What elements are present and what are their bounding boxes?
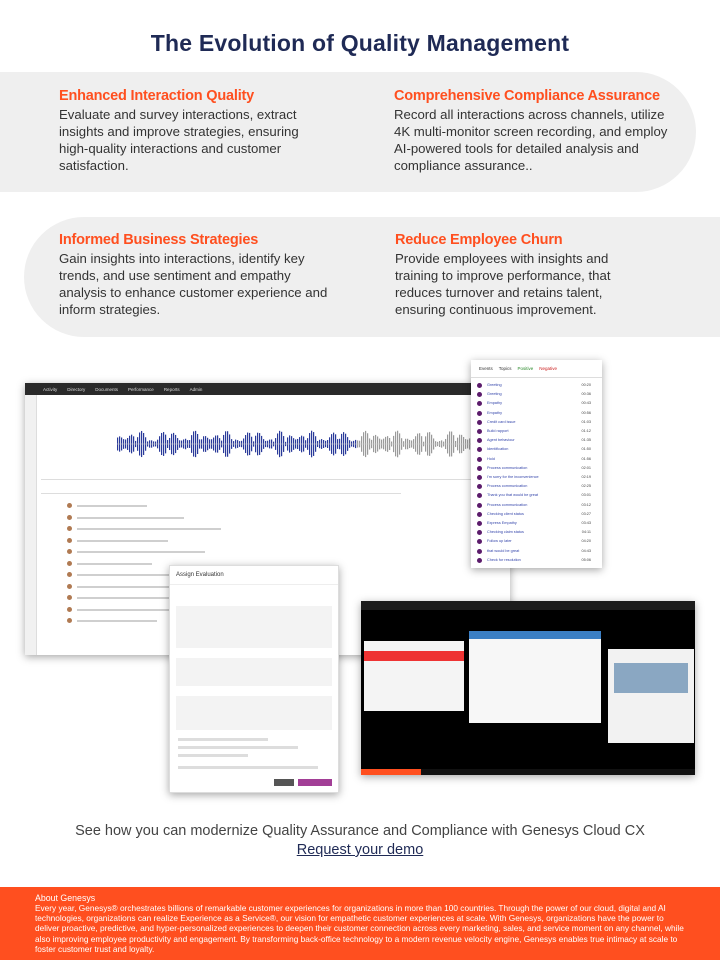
footer-heading: About Genesys	[35, 893, 96, 903]
event-row[interactable]	[477, 428, 597, 436]
feature-body: Gain insights into interactions, identify key trends, and use sentiment and empathy analysis to enhance customer experience and inform strategies.	[59, 251, 328, 317]
product-screenshot-collage	[0, 355, 720, 800]
event-icon	[477, 475, 482, 480]
event-row[interactable]	[477, 557, 597, 565]
event-row[interactable]	[477, 529, 597, 537]
feature-reduce-employee-churn	[395, 232, 655, 318]
event-row[interactable]	[477, 382, 597, 390]
feature-enhanced-interaction-quality	[59, 88, 329, 174]
event-time: 01:56	[581, 456, 591, 461]
speaker-avatar	[67, 572, 72, 577]
audio-waveform	[117, 415, 495, 473]
nav-item: Documents	[95, 386, 119, 392]
event-label: that would be great	[487, 548, 520, 553]
event-icon	[477, 493, 482, 498]
nav-item: Admin	[189, 386, 203, 392]
event-row[interactable]	[477, 419, 597, 427]
event-time: 04:43	[581, 548, 591, 553]
event-row[interactable]	[477, 520, 597, 528]
event-time: 02:19	[581, 475, 591, 479]
feature-heading: Comprehensive Compliance Assurance	[394, 88, 660, 104]
nav-item: Reports	[163, 386, 180, 392]
event-icon	[477, 503, 482, 508]
transcript-line	[77, 620, 157, 622]
tab-negative: Negative	[539, 366, 558, 371]
event-time: 04:11	[581, 530, 591, 535]
event-label: Checking claim status	[487, 530, 524, 535]
event-icon	[477, 447, 482, 452]
event-row[interactable]	[477, 474, 597, 482]
event-row[interactable]	[477, 456, 597, 464]
event-icon	[477, 530, 482, 535]
dialog-title: Assign Evaluation	[170, 566, 338, 585]
feature-heading: Enhanced Interaction Quality	[59, 88, 255, 104]
event-label: Process communication	[487, 502, 528, 507]
event-label: Process communication	[487, 465, 528, 470]
event-time: 00:56	[581, 410, 591, 415]
screen-recording-window	[361, 601, 695, 775]
event-icon	[477, 457, 482, 462]
speaker-avatar	[67, 595, 72, 600]
speaker-avatar	[67, 549, 72, 554]
feature-compliance-assurance	[394, 88, 674, 174]
event-time: 01:03	[581, 419, 591, 424]
event-time: 04:20	[581, 539, 591, 544]
event-time: 03:43	[581, 521, 591, 525]
event-icon	[477, 549, 482, 554]
event-time: 05:06	[581, 557, 591, 562]
speaker-avatar	[67, 503, 72, 508]
footer-body: Every year, Genesys® orchestrates billions of remarkable customer experiences for organizations in more than 100 countries. Through the power of our cloud, digital and AI technologies, organizations can realize Experience as a Service®, our vision for empathetic customer experiences at scale. With Genesys, organizations have the power to deliver proactive, predictive, and hyper-personalized experiences to deepen their customer connection across every marketing, sales, and service moment on any channel, while also improving employee productivity and engagement. By transforming back-office technology to a modern revenue velocity engine, Genesys enables true intimacy at scale to foster customer trust and loyalty.	[35, 903, 684, 954]
event-icon	[477, 539, 482, 544]
event-row[interactable]	[477, 410, 597, 418]
event-time: 01:12	[581, 429, 591, 433]
speaker-avatar	[67, 561, 72, 566]
event-row[interactable]	[477, 492, 597, 500]
event-icon	[477, 401, 482, 406]
app-nav-bar	[25, 383, 510, 395]
event-label: Identification	[487, 447, 509, 452]
event-icon	[477, 558, 482, 563]
event-label: Agent behaviour	[487, 438, 515, 443]
tab-topics: Topics	[498, 366, 512, 371]
transcript-line	[77, 597, 173, 599]
event-time: 02:25	[581, 484, 591, 489]
event-label: I'm sorry for the inconvenience	[487, 475, 539, 479]
request-demo-link[interactable]: Request your demo	[296, 842, 424, 858]
feature-heading: Reduce Employee Churn	[395, 232, 563, 248]
recorded-screen	[469, 631, 601, 723]
feature-body: Provide employees with insights and training to improve performance, that reduces turnover and retains talent, ensuring continuous improvement.	[395, 251, 611, 317]
footer	[0, 887, 720, 960]
question-block	[176, 696, 332, 730]
event-row[interactable]	[477, 511, 597, 519]
event-row[interactable]	[477, 446, 597, 454]
question-block	[176, 658, 332, 686]
event-time: 01:50	[581, 447, 591, 452]
recorded-screen	[364, 641, 464, 711]
event-label: Check for resolution	[487, 557, 521, 562]
event-icon	[477, 484, 482, 489]
event-time: 02:01	[581, 465, 591, 470]
event-time: 00:36	[581, 392, 591, 397]
recorded-screen	[608, 649, 694, 743]
events-panel	[471, 360, 602, 568]
event-label: Greeting	[487, 383, 502, 387]
event-row[interactable]	[477, 548, 597, 556]
feature-heading: Informed Business Strategies	[59, 232, 259, 248]
question-block	[176, 606, 332, 648]
event-icon	[477, 411, 482, 416]
event-time: 01:35	[581, 438, 591, 443]
event-icon	[477, 512, 482, 517]
event-icon	[477, 438, 482, 443]
event-icon	[477, 420, 482, 425]
feature-body: Evaluate and survey interactions, extract insights and improve strategies, ensuring high-quality interactions and customer satisfaction.	[59, 107, 299, 173]
event-row[interactable]	[477, 400, 597, 408]
cta-text: See how you can modernize Quality Assurance and Compliance with Genesys Cloud CX	[75, 823, 645, 839]
event-row[interactable]	[477, 483, 597, 491]
event-label: Follow up later	[487, 539, 512, 544]
event-icon	[477, 429, 482, 434]
speaker-avatar	[67, 526, 72, 531]
event-row[interactable]	[477, 465, 597, 473]
event-label: Thank you that would be great	[487, 493, 539, 498]
tab-positive: Positive	[517, 366, 534, 371]
event-icon	[477, 466, 482, 471]
transcript-line	[77, 551, 205, 553]
event-row[interactable]	[477, 538, 597, 546]
speaker-avatar	[67, 607, 72, 612]
event-label: Hold	[487, 456, 495, 461]
assign-evaluation-dialog	[169, 565, 339, 793]
speaker-avatar	[67, 618, 72, 623]
event-row[interactable]	[477, 502, 597, 510]
event-label: Empathy	[487, 401, 502, 406]
event-time: 00:20	[581, 383, 591, 387]
event-label: Process communication	[487, 484, 528, 489]
event-label: Checking client status	[487, 511, 524, 516]
event-label: Empathy	[487, 410, 502, 415]
speaker-avatar	[67, 538, 72, 543]
transcript-line	[77, 517, 184, 519]
event-row[interactable]	[477, 391, 597, 399]
transcript-line	[77, 540, 168, 542]
event-label: Credit card issue	[487, 419, 516, 424]
event-time: 00:43	[581, 401, 591, 406]
transcript-line	[77, 563, 152, 565]
nav-item: Performance	[128, 386, 154, 392]
feature-body: Record all interactions across channels, utilize 4K multi-monitor screen recording, and employ AI-powered tools for detailed analysis and compliance assurance..	[394, 107, 668, 173]
event-label: Greeting	[487, 392, 502, 397]
transcript-line	[77, 505, 147, 507]
tab-events: Events	[479, 366, 493, 371]
nav-item: Directory	[67, 386, 86, 392]
event-icon	[477, 383, 482, 388]
event-time: 03:01	[581, 493, 591, 498]
event-icon	[477, 392, 482, 397]
event-row[interactable]	[477, 437, 597, 445]
event-icon	[477, 521, 482, 526]
speaker-avatar	[67, 584, 72, 589]
page-title: The Evolution of Quality Management	[150, 30, 570, 56]
speaker-avatar	[67, 515, 72, 520]
app-sidebar	[25, 395, 37, 655]
event-time: 03:12	[581, 502, 591, 507]
event-label: Express Empathy	[487, 521, 517, 525]
feature-informed-business-strategies	[59, 232, 334, 318]
transcript-line	[77, 528, 221, 530]
event-time: 03:27	[581, 511, 591, 516]
nav-item: Activity	[43, 386, 58, 392]
event-label: Build rapport	[487, 429, 509, 433]
